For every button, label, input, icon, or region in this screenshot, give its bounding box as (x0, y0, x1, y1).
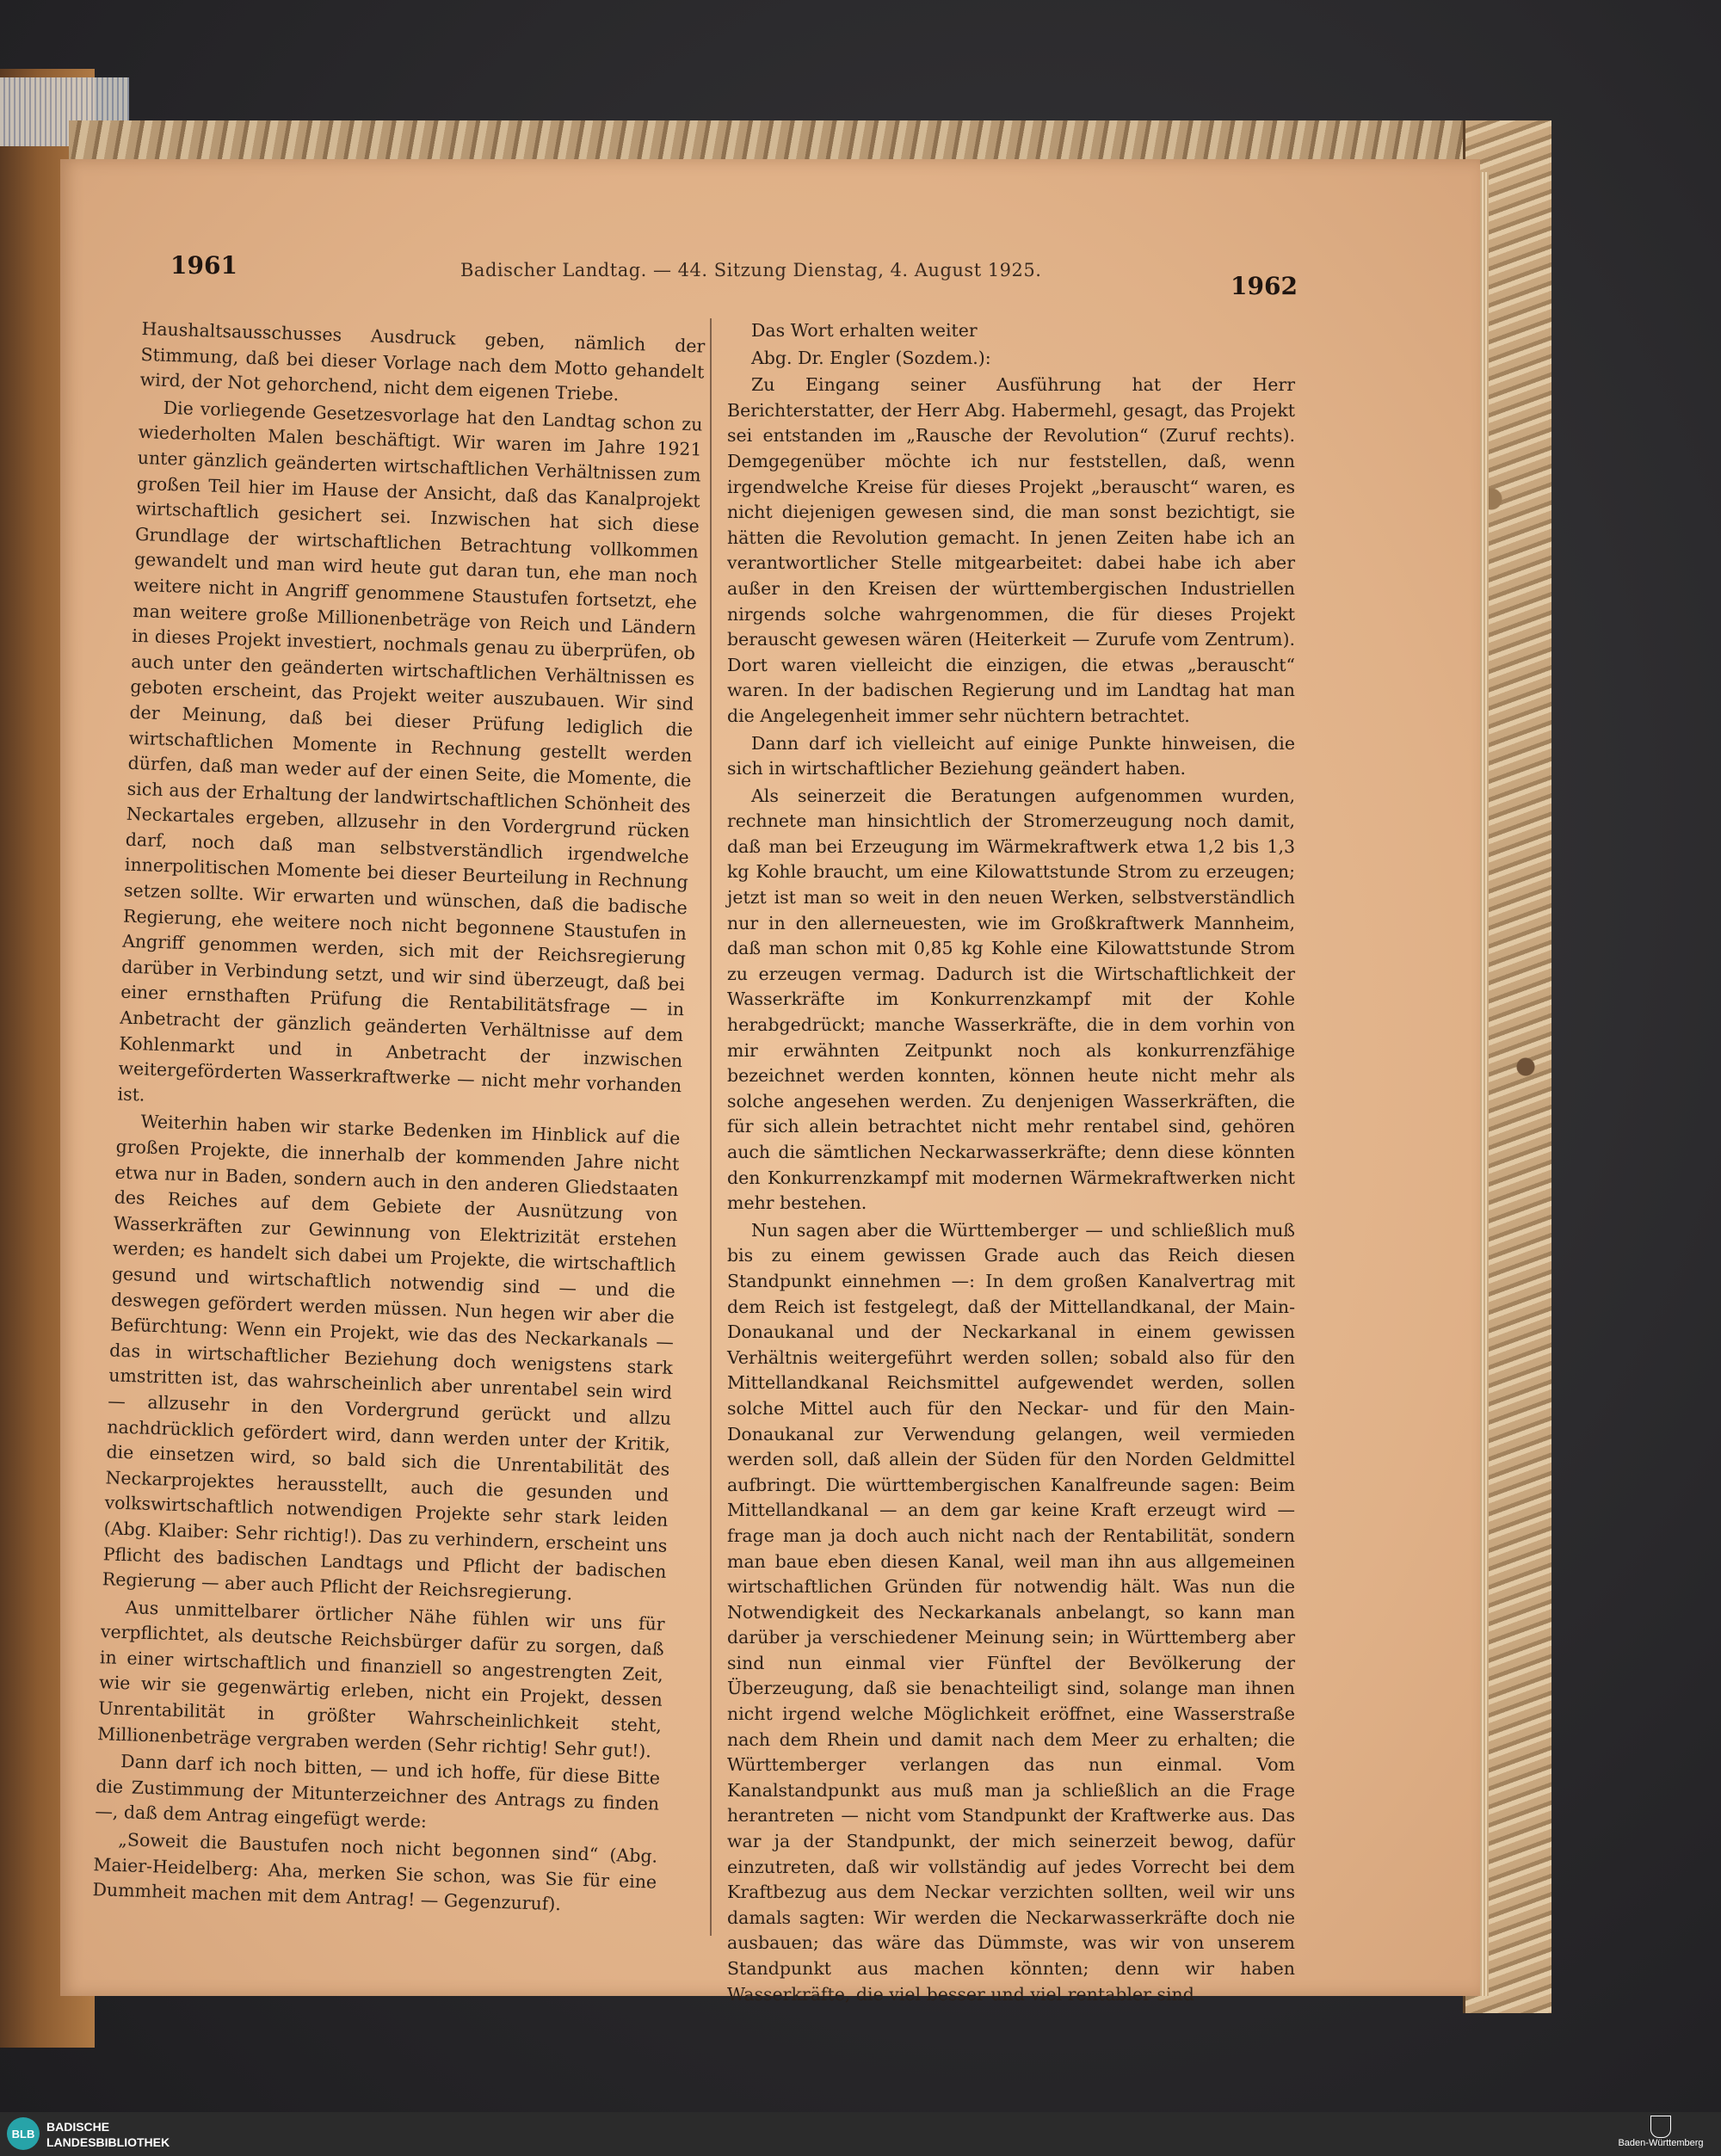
paragraph: Haushaltsausschusses Ausdruck geben, nämlich der Stimmung, daß bei dieser Vorlage nach dem Motto gehandelt wird, der Not gehorchend, nicht dem eigenen Triebe. (139, 317, 706, 405)
paragraph: Dann darf ich vielleicht auf einige Punkte hinweisen, die sich in wirtschaftlicher Beziehung geändert haben. (727, 732, 1295, 779)
column-divider (710, 318, 712, 1936)
page-number-right: 1962 (1231, 272, 1298, 300)
coat-of-arms-icon (1650, 2116, 1671, 2138)
speaker-heading: Abg. Dr. Engler (Sozdem.): (751, 347, 991, 368)
paragraph: Die vorliegende Gesetzesvorlage hat den Landtag schon zu wiederholten Malen beschäftigt. Wir waren im Jahre 1921 unter gänzlich geänderten wirtschaftlichen Verhältnissen zum großen Teil hier im Hause der Ansicht, daß das Kanalprojekt wirtschaftlich gesichert sei. Inzwischen hat sich diese Grundlage der wirtschaftlichen Betrachtung vollkommen gewandelt und man wird heute gut daran tun, ehe man noch weitere nicht in Angriff genommene Staustufen fortsetzt, ehe man weitere große Millionenbeträge von Reich und Ländern in dieses Projekt investiert, nochmals genau zu überprüfen, ob auch unter den geänderten wirtschaftlichen Verhältnissen es geboten erscheint, das Projekt weiter auszubauen. Wir sind der Meinung, daß bei dieser Prüfung lediglich die wirtschaftlichen Momente in Rechnung gestellt werden dürfen, daß man weder auf der einen Seite, die Momente, die sich aus der Erhaltung der landwirtschaftlichen Schönheit des Neckartales ergeben, allzusehr in den Vordergrund rücken darf, noch daß man selbstverständlich irgendwelche innerpolitischen Momente bei dieser Beurteilung in Rechnung setzen sollte. Wir erwarten und wünschen, daß die badische Regierung, ehe weitere noch nicht begonnene Staustufen in Angriff genommen werden, sich mit der Reichsregierung darüber in Verbindung setzt, und wir sind überzeugt, daß bei einer ernsthaften Prüfung die Rentabilitätsfrage — in Anbetracht der gänzlich geänderten Verhältnisse auf dem Kohlenmarkt und in Anbetracht der inzwischen weitergeförderten Wasserkraftwerke — nicht mehr vorhanden ist. (117, 397, 703, 1106)
viewer-footer (0, 2112, 1721, 2156)
page-number-left: 1961 (170, 251, 237, 280)
paragraph: Dann darf ich noch bitten, — und ich hoffe, für diese Bitte die Zustimmung der Mitunterzeichner des Antrags zu finden —, daß dem Antrag eingefügt werde: (95, 1751, 661, 1833)
paragraph: Als seinerzeit die Beratungen aufgenommen wurden, rechnete man hinsichtlich der Stromerzeugung noch damit, daß man bei Erzeugung im Wärmekraftwerk etwa 1,2 bis 1,3 kg Kohle braucht, um eine Kilowattstunde Strom zu erzeugen; jetzt ist man so weit in den neuen Werken, selbstverständlich nur in den allerneuesten, wie im Großkraftwerk Mannheim, daß man schon mit 0,85 kg Kohle eine Kilowattstunde Strom zu erzeugen vermag. Dadurch ist die Wirtschaftlichkeit der Wasserkräfte im Konkurrenzkampf mit der Kohle herabgedrückt; manche Wasserkräfte, die in dem vorhin von mir erwähnten Zeitpunkt noch als konkurrenzfähige bezeichnet werden konnten, können heute nicht mehr als solche angesehen werden. Zu denjenigen Wasserkräften, die für sich allein betrachtet nicht mehr rentabel sind, gehören auch die sämtlichen Neckarwasserkräfte; denn diese könnten den Konkurrenzkampf mit modernen Wärmekraftwerken nicht mehr bestehen. (727, 785, 1295, 1214)
paragraph: Zu Eingang seiner Ausführung hat der Herr Berichterstatter, der Herr Abg. Habermehl, gesagt, das Projekt sei entstanden im „Rausche der Revolution“ (Zuruf rechts). Demgegenüber möchte ich nur feststellen, daß, wenn irgendwelche Kreise für dieses Projekt „berauscht“ waren, es nicht diejenigen gewesen sind, die man sonst bezichtigt, sie hätten die Revolution gemacht. In jenen Zeiten habe ich an verantwortlicher Stelle mitgearbeitet: dabei habe ich aber außer in den Kreisen der württembergischen Industriellen nirgends solche wahrgenommen, die für dieses Projekt berauscht gewesen wären (Heiterkeit — Zurufe vom Zentrum). Dort waren vielleicht die einzigen, die etwas „berauscht“ waren. In der badischen Regierung und im Landtag hat man die Angelegenheit immer sehr nüchtern betrachtet. (727, 374, 1295, 726)
section-intro: Das Wort erhalten weiter (751, 320, 978, 341)
left-column (92, 317, 706, 1922)
state-logo[interactable] (1609, 2116, 1712, 2153)
running-title: Badischer Landtag. — 44. Sitzung Dienstag, 4. August 1925. (460, 260, 1042, 280)
blb-logo-icon[interactable]: BLB (7, 2117, 40, 2150)
paragraph: „Soweit die Baustufen noch nicht begonnen sind“ (Abg. Maier-Heidelberg: Aha, merken Sie schon, was Sie für eine Dummheit machen mit dem Antrag! — Gegenzuruf). (92, 1829, 658, 1915)
library-name-line2: LANDESBIBLIOTHEK (46, 2135, 170, 2149)
library-name[interactable] (46, 2119, 170, 2150)
paragraph: Aus unmittelbarer örtlicher Nähe fühlen wir uns für verpflichtet, als deutsche Reichsbürger dafür zu sorgen, daß in einer wirtschaftlich und finanziell so angestrengten Zeit, wie wir sie gegenwärtig erleben, nicht ein Projekt, dessen Unrentabilität in größter Wahrscheinlichkeit steht, Millionenbeträge vergraben werden (Sehr richtig! Sehr gut!). (96, 1596, 665, 1762)
right-column (727, 318, 1295, 2009)
state-label: Baden-Württemberg (1618, 2138, 1704, 2148)
paragraph: Weiterhin haben wir starke Bedenken im Hinblick auf die großen Projekte, die innerhalb der kommenden Jahre nicht etwa nur in Baden, sondern auch in den anderen Gliedstaaten des Reiches auf dem Gebiete der Ausnützung von Wasserkräften zur Gewinnung von Elektrizität erstehen werden; es handelt sich dabei um Projekte, die wirtschaftlich gesund und wirtschaftlich notwendig sind — und die deswegen gefördert werden müssen. Nun hegen wir aber die Befürchtung: Wenn ein Projekt, wie das des Neckarkanals — das in wirtschaftlicher Beziehung doch wenigstens stark umstritten ist, das wahrscheinlich aber unrentabel sein wird — allzusehr in den Vordergrund gerückt und allzu nachdrücklich gefördert wird, dann werden unter der Kritik, die einsetzen wird, so bald sich die Unrentabilität des Neckarprojektes herausstellt, auch die gesunden und volkswirtschaftlich notwendigen Projekte sehr stark leiden (Abg. Klaiber: Sehr richtig!). Das zu verhindern, erscheint uns Pflicht des badischen Landtags und Pflicht der badischen Regierung — aber auch Pflicht der Reichsregierung. (102, 1111, 681, 1605)
paragraph: Nun sagen aber die Württemberger — und schließlich muß bis zu einem gewissen Grade auch das Reich diesen Standpunkt einnehmen —: In dem großen Kanalvertrag mit dem Reich ist festgelegt, daß der Mittellandkanal, der Main-Donaukanal und der Neckarkanal in einem gewissen Verhältnis weitergeführt werden sollen; sobald also für den Mittellandkanal Reichsmittel aufgewendet werden, sollen solche Mittel auch für den Neckar- und für den Main-Donaukanal zur Verwendung gelangen, weil vermieden werden soll, daß allein der Süden für den Norden Geldmittel aufbringt. Die württembergischen Kanalfreunde sagen: Beim Mittellandkanal — an dem gar keine Kraft erzeugt wird — frage man ja doch auch nicht nach der Rentabilität, sondern man baue eben diesen Kanal, weil man ihn aus allgemeinen wirtschaftlichen Gründen für notwendig hält. Was nun die Notwendigkeit des Neckarkanals anbelangt, so kann man darüber ja verschiedener Meinung sein; in Württemberg aber sind nun einmal vier Fünftel der Bevölkerung der Überzeugung, daß sie benachteiligt sind, solange man ihnen nicht irgend welche Möglichkeit eröffnet, eine Wasserstraße nach dem Rhein und damit nach dem Meer zu erhalten; die Württemberger verlangen das nun einmal. Vom Kanalstandpunkt aus muß man ja schließlich an die Frage herantreten — nicht vom Standpunkt der Kraftwerke aus. Das war ja der Standpunkt, der mich seinerzeit bewog, dafür einzutreten, daß wir vollständig auf jedes Vorrecht bei dem Kraftbezug aus dem Neckar verzichten sollten, weil wir uns damals sagten: Wir werden die Neckarwasserkräfte doch nie ausbauen; das wäre das Dümmste, was wir von unserem Standpunkt aus machen könnten; denn wir haben Wasserkräfte, die viel besser und viel rentabler sind (727, 1219, 1295, 2005)
library-name-line1: BADISCHE (46, 2120, 110, 2134)
